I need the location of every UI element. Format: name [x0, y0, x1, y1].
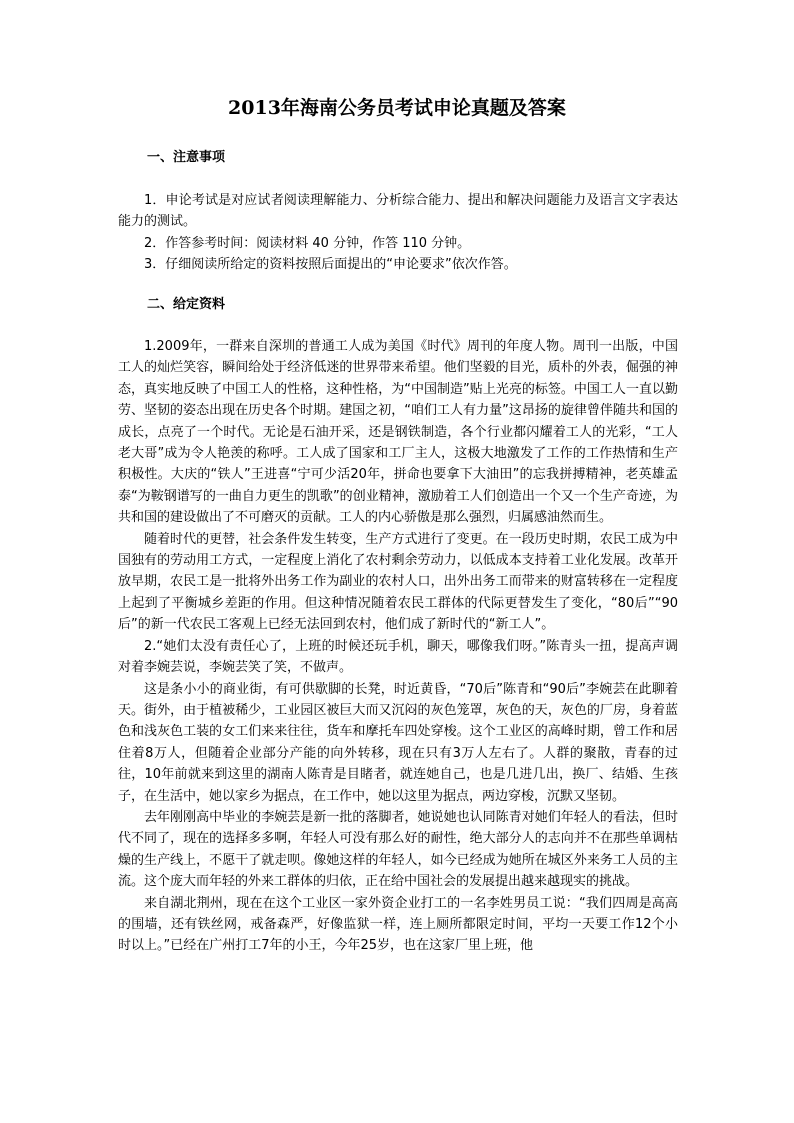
material-paragraph: 1.2009年，一群来自深圳的普通工人成为美国《时代》周刊的年度人物。周刊一出版，中国工人的灿烂笑容，瞬间给处于经济低迷的世界带来希望。他们坚毅的目光，质朴的外表，倔强的神态，真实地反映了中国工人的性格，这种性格，为“中国制造”贴上光亮的标签。中国工人一直以勤劳、坚韧的姿态出现在历史各个时期。建国之初，“咱们工人有力量”这昂扬的旋律曾伴随共和国的成长，点亮了一个时代。无论是石油开采，还是钢铁制造，各个行业都闪耀着工人的光彩，“工人老大哥”成为令人艳羡的称呼。工人成了国家和工厂主人，这极大地激发了工作的工作热情和生产积极性。大庆的“铁人”王进喜“宁可少活20年，拼命也要拿下大油田”的忘我拼搏精神，老英雄孟泰“为鞍钢谱写的一曲自力更生的凯歌”的创业精神，激励着工人们创造出一个又一个生产奇迹，为共和国的建设做出了不可磨灭的贡献。工人的内心骄傲是那么强烈，归属感油然而生。 — [118, 339, 678, 526]
material-paragraph: 2.“她们太没有责任心了，上班的时候还玩手机，聊天，哪像我们呀。”陈青头一扭，提高声调对着李婉芸说，李婉芸笑了笑，不做声。 — [118, 638, 678, 676]
section-heading-notes: 一、注意事项 — [147, 150, 226, 165]
section-heading-materials: 二、给定资料 — [147, 297, 226, 312]
material-paragraph: 随着时代的更替，社会条件发生转变，生产方式进行了变更。在一段历史时期，农民工成为中国独有的劳动用工方式，一定程度上消化了农村剩余劳动力，以低成本支持着工业化发展。改革开放早期，农民工是一批将外出务工作为副业的农村人口，出外出务工而带来的财富转移在一定程度上起到了平衡城乡差距的作用。但这种情况随着农民工群体的代际更替发生了变化，“80后”“90后”的新一代农民工客观上已经无法回到农村，他们成了新时代的“新工人”。 — [118, 531, 678, 633]
note-item: 3．仔细阅读所给定的资料按照后面提出的“申论要求”依次作答。 — [144, 257, 517, 273]
notes-list — [118, 190, 678, 276]
note-item: 2．作答参考时间：阅读材料 40 分钟，作答 110 分钟。 — [144, 235, 471, 251]
material-paragraph: 这是条小小的商业街，有可供歇脚的长凳，时近黄昏，“70后”陈青和“90后”李婉芸在此聊着天。街外，由于植被稀少，工业园区被巨大而又沉闷的灰色笼罩，灰色的天，灰色的厂房，身着蓝色和浅灰色工装的女工们来来往往，货车和摩托车四处穿梭。这个工业区的高峰时期，曾工作和居住着8万人，但随着企业部分产能的向外转移，现在只有3万人左右了。人群的聚散，青春的过往，10年前就来到这里的湖南人陈青是目睹者，就连她自己，也是几进几出，换厂、结婚、生孩子，在生活中，她以家乡为据点，在工作中，她以这里为据点，两边穿梭，沉默又坚韧。 — [118, 681, 678, 804]
material-paragraph: 去年刚刚高中毕业的李婉芸是新一批的落脚者，她说她也认同陈青对她们年轻人的看法，但时代不同了，现在的选择多多啊，年轻人可没有那么好的耐性，绝大部分人的志向并不在那些单调枯燥的生产线上，不愿干了就走呗。像她这样的年轻人，如今已经成为她所在城区外来务工人员的主流。这个庞大而年轻的外来工群体的归依，正在给中国社会的发展提出越来越现实的挑战。 — [118, 809, 678, 890]
note-item: 1．申论考试是对应试者阅读理解能力、分析综合能力、提出和解决问题能力及语言文字表达能力的测试。 — [118, 193, 678, 230]
material-paragraph: 来自湖北荆州，现在在这个工业区一家外资企业打工的一名李姓男员工说：“我们四周是高高的围墙，还有铁丝网，戒备森严，好像监狱一样，连上厕所都限定时间，平均一天要工作12个小时以上。”已经在广州打工7年的小王，今年25岁，也在这家厂里上班，他 — [118, 895, 678, 954]
materials-body — [118, 336, 678, 957]
document-title: 2013年海南公务员考试申论真题及答案 — [228, 97, 566, 119]
